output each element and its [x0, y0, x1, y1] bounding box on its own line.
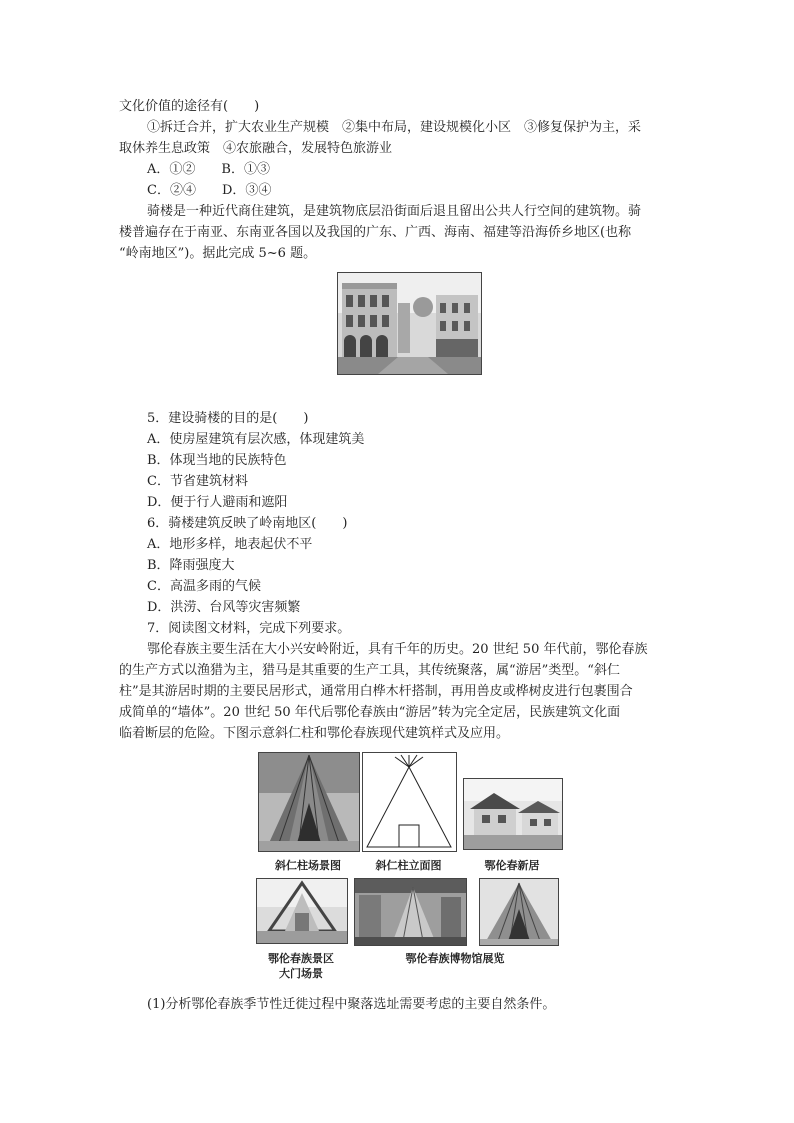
q7-para-line2: 的生产方式以渔猎为主，猎马是其重要的生产工具，其传统聚落，属“游居”类型。“斜仁: [119, 663, 620, 678]
q5-option-d: D．便于行人避雨和遮阳: [147, 495, 288, 510]
q6-option-d: D．洪涝、台风等灾害频繁: [147, 600, 301, 615]
caption-oroqen-new-house: 鄂伦春新居: [484, 859, 540, 872]
q7-stem: 7．阅读图文材料，完成下列要求。: [147, 621, 351, 636]
q7-para-line1: 鄂伦春族主要生活在大小兴安岭附近，具有千年的历史。20 世纪 50 年代前，鄂伦春族: [147, 642, 648, 657]
museum-exhibit-photo-1: [354, 878, 467, 946]
q7-para-line5: 临着断层的危险。下图示意斜仁柱和鄂伦春族现代建筑样式及应用。: [119, 726, 510, 741]
oroqen-scenic-gate-photo: [256, 878, 348, 944]
xierenzhu-elevation-drawing: [362, 752, 457, 852]
qilou-street-photo: [337, 272, 482, 375]
q5-option-b: B．体现当地的民族特色: [147, 453, 287, 468]
q4-options-line1: A．①② B．①③: [147, 162, 270, 177]
q6-stem: 6．骑楼建筑反映了岭南地区( ): [147, 516, 348, 531]
caption-xierenzhu-scene: 斜仁柱场景图: [275, 859, 341, 872]
q4-stem-tail: 文化价值的途径有( ): [119, 99, 260, 114]
xierenzhu-scene-photo: [258, 752, 360, 852]
q7-para-line3: 柱”是其游居时期的主要民居形式，通常用白桦木杆搭制，再用兽皮或桦树皮进行包裹围合: [119, 684, 633, 699]
q7-para-line4: 成简单的“墙体”。20 世纪 50 年代后鄂伦春族由“游居”转为完全定居，民族建筑文化面: [119, 705, 621, 720]
q5-stem: 5．建设骑楼的目的是( ): [147, 411, 309, 426]
oroqen-new-house-photo: [463, 778, 563, 850]
qilou-intro-line3: “岭南地区”)。据此完成 5~6 题。: [119, 246, 317, 261]
caption-scenic-gate-line2: 大门场景: [279, 967, 323, 980]
q7-subquestion-1: (1)分析鄂伦春族季节性迁徙过程中聚落选址需要考虑的主要自然条件。: [147, 997, 556, 1012]
qilou-intro-line2: 楼普遍存在于南亚、东南亚各国以及我国的广东、广西、海南、福建等沿海侨乡地区(也称: [119, 225, 632, 240]
caption-xierenzhu-elevation: 斜仁柱立面图: [375, 859, 442, 872]
q4-statements-line2: 取休养生息政策 ④农旅融合，发展特色旅游业: [119, 141, 393, 156]
qilou-intro-line1: 骑楼是一种近代商住建筑，是建筑物底层沿街面后退且留出公共人行空间的建筑物。骑: [147, 204, 642, 219]
caption-museum-exhibit: 鄂伦春族博物馆展览: [405, 952, 505, 965]
q4-statements-line1: ①拆迁合并，扩大农业生产规模 ②集中布局，建设规模化小区 ③修复保护为主，采: [147, 120, 642, 135]
museum-exhibit-photo-2: [479, 878, 559, 946]
q6-option-a: A．地形多样，地表起伏不平: [147, 537, 313, 552]
q6-option-c: C．高温多雨的气候: [147, 579, 261, 594]
caption-scenic-gate-line1: 鄂伦春族景区: [268, 952, 334, 965]
q4-options-line2: C．②④ D．③④: [147, 183, 272, 198]
q5-option-a: A．使房屋建筑有层次感，体现建筑美: [147, 432, 365, 447]
q5-option-c: C．节省建筑材料: [147, 474, 248, 489]
q6-option-b: B．降雨强度大: [147, 558, 235, 573]
